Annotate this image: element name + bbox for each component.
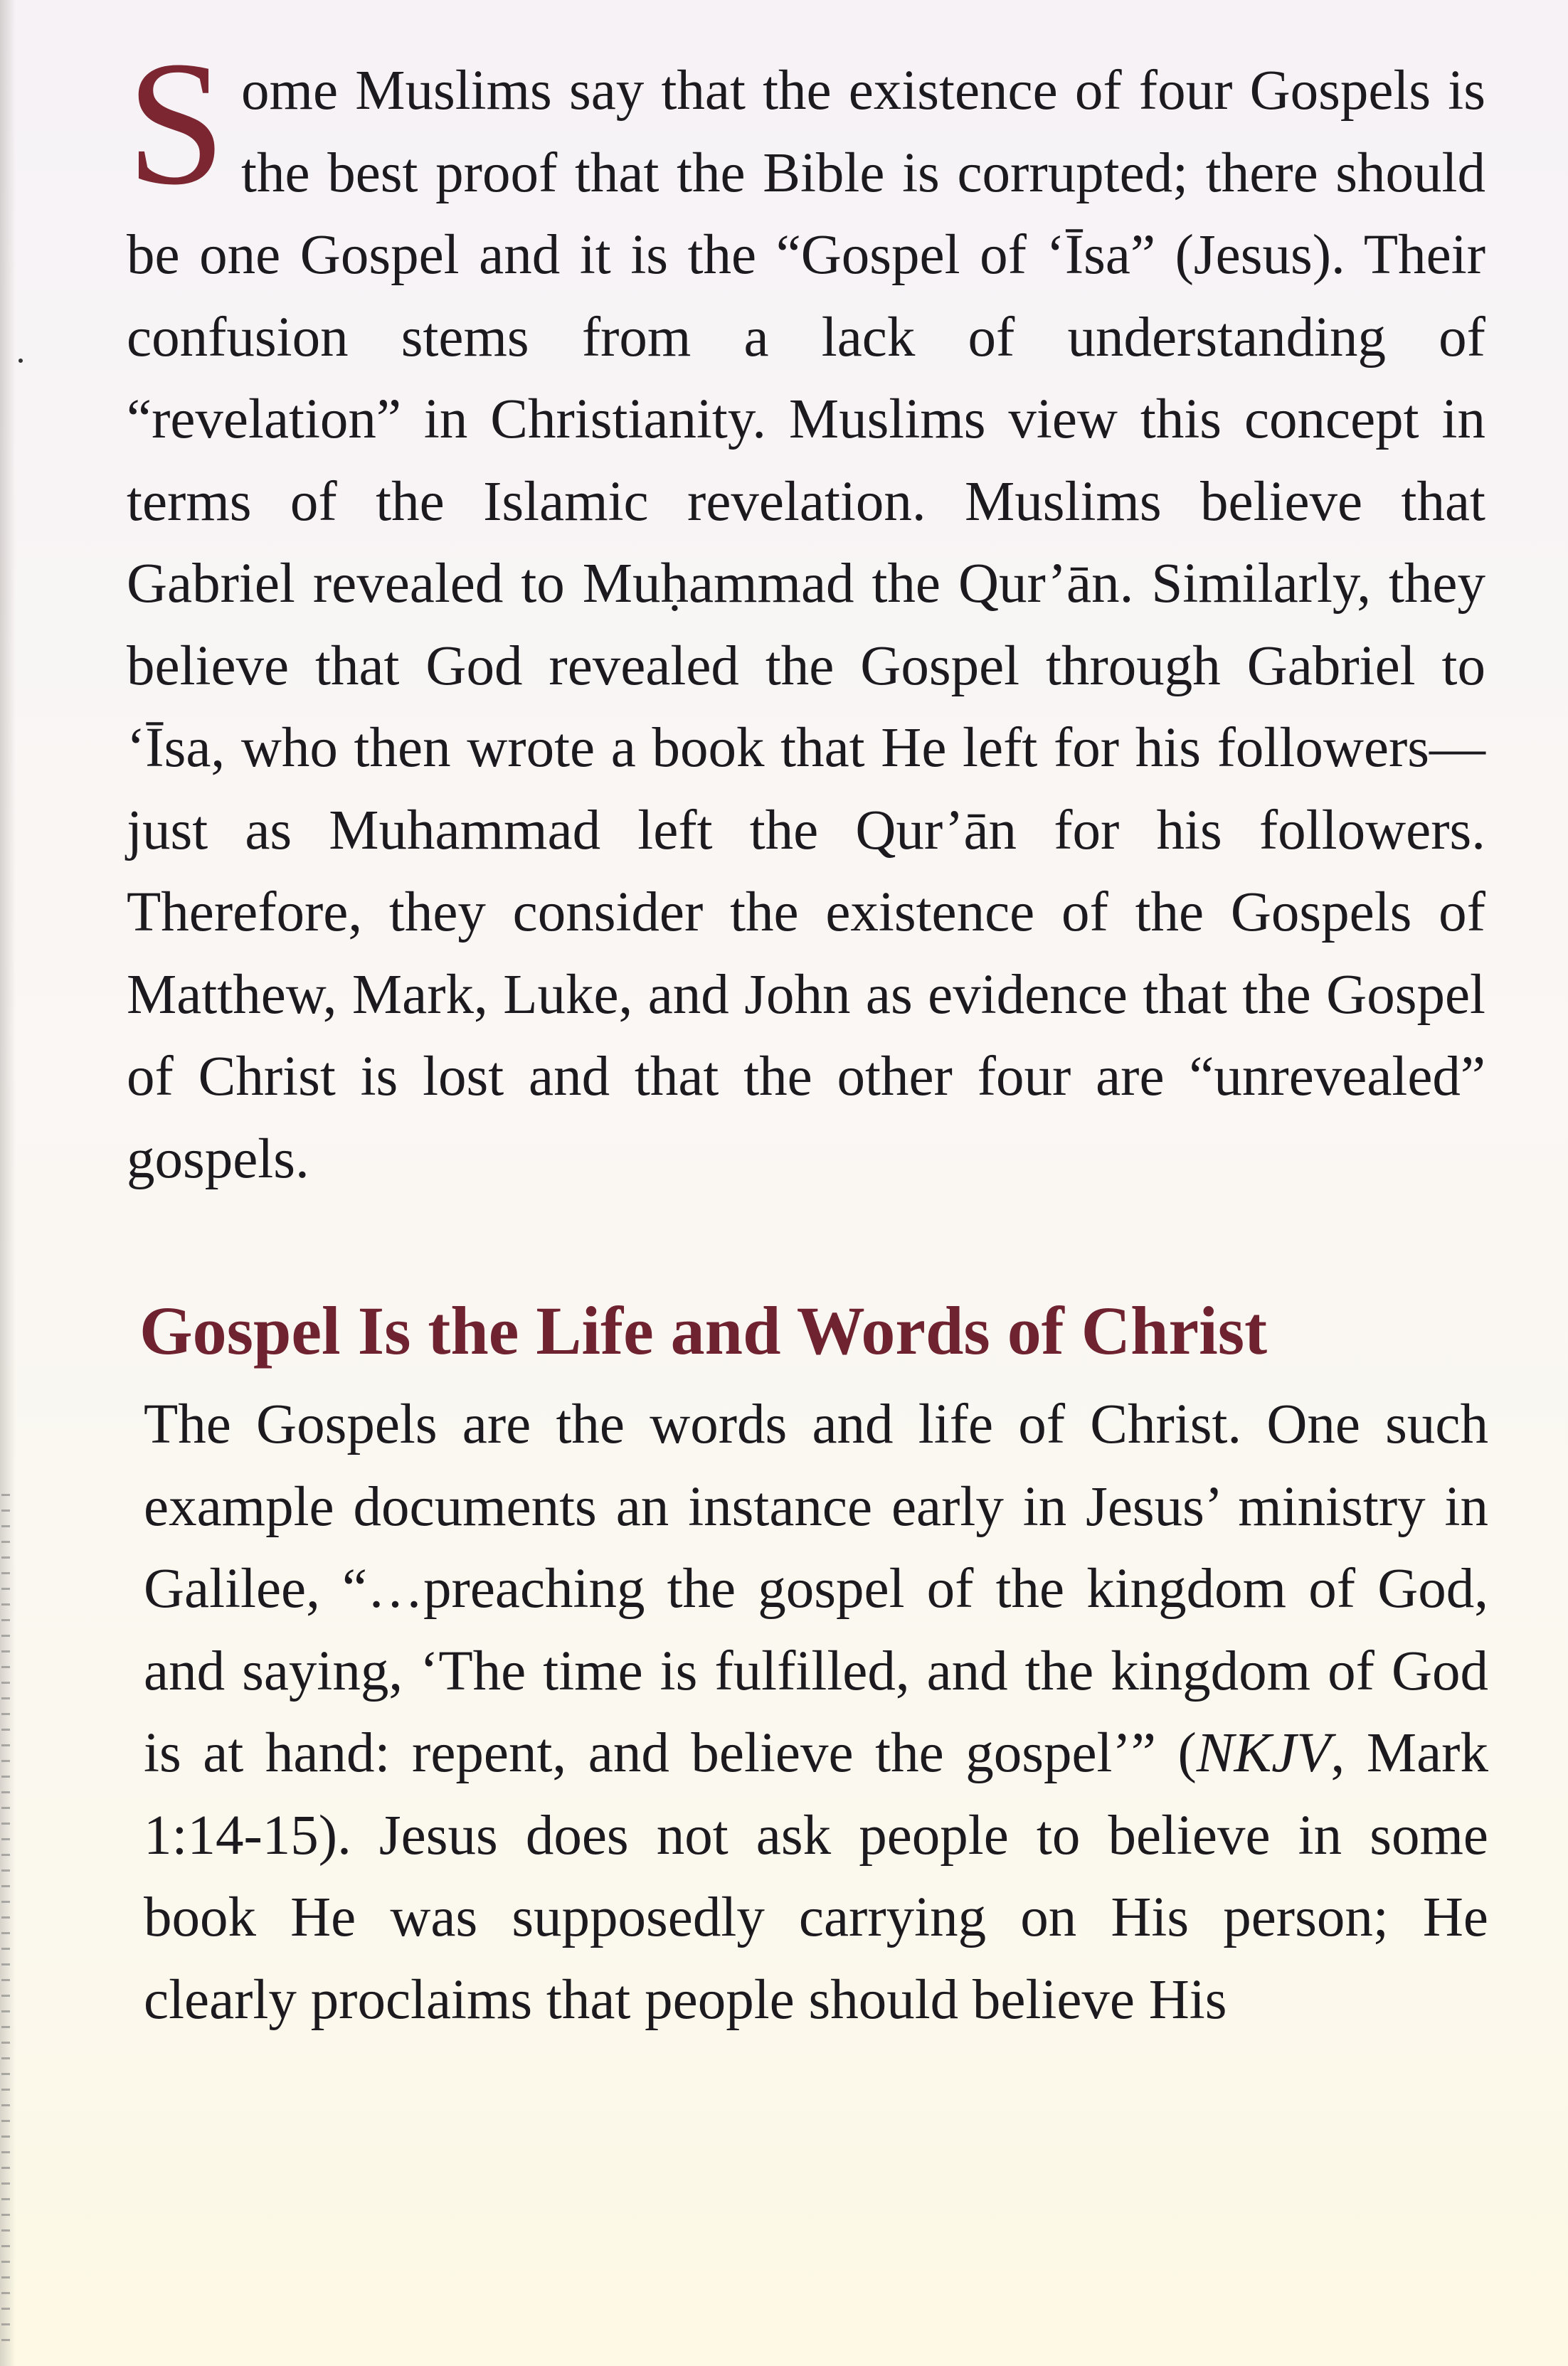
paragraph-1-text: ome Muslims say that the existence of four Gospels is the best proof that the Bible is corrupted; there should be one Gospel and it is the “Gospel of ‘Īsa” (Jesus). Their confusion stems from a lack of understanding of “revelation” in Christianity. Muslims view this concept in terms of the Islamic revelation. Muslims believe that Gabriel revealed to Muḥammad the Qur’ān. Similarly, they believe that God revealed the Gospel through Gabriel to ‘Īsa, who then wrote a book that He left for his followers—just as Muhammad left the Qur’ān for his followers. Therefore, they consider the existence of the Gospels of Matthew, Mark, Luke, and John as evidence that the Gospel of Christ is lost and that the other four are “unrevealed” gospels. [127, 60, 1485, 1190]
stray-mark [18, 359, 23, 363]
book-page [127, 25, 1488, 2041]
section-heading: Gospel Is the Life and Words of Christ [139, 1293, 1268, 1369]
citation-version: NKJV [1196, 1722, 1331, 1784]
paragraph-2-text-end: , Mark 1:14-15). Jesus does not ask people to believe in some book He was supposedly carrying on His person; He clearly proclaims that people should believe His [144, 1722, 1488, 2031]
paragraph-2 [144, 1384, 1488, 2041]
page-edge-marks [1, 1494, 10, 2348]
paragraph-2-text-start: The Gospels are the words and life of Christ. One such example documents an instance early in Jesus’ ministry in Galilee, “…preaching the gospel of the kingdom of God, and saying, ‘The time is fulfilled, and the kingdom of God is at hand: repent, and believe the gospel’” ( [144, 1394, 1488, 1784]
paragraph-1 [127, 25, 1485, 1200]
drop-cap: S [127, 25, 226, 222]
